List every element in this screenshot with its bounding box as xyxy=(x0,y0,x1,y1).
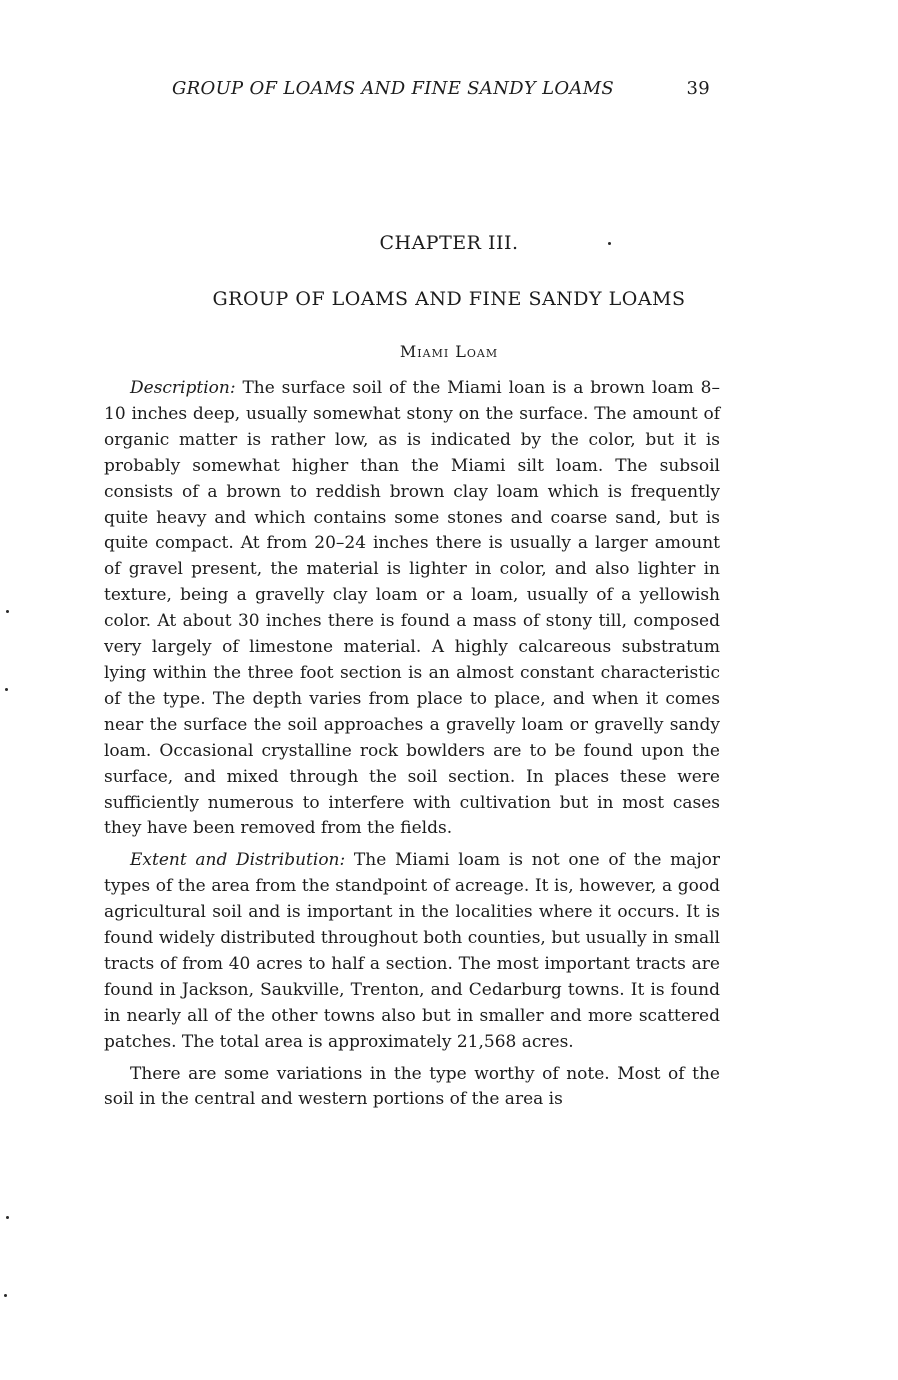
scan-speck xyxy=(608,242,611,245)
paragraph-lead: Extent and Distribution: xyxy=(130,850,346,871)
paragraph-description xyxy=(104,376,720,842)
body-text xyxy=(104,376,720,1119)
page-number: 39 xyxy=(686,78,710,99)
paragraph-variations xyxy=(104,1062,720,1114)
scan-speck xyxy=(6,1216,9,1219)
paragraph-lead: Description: xyxy=(130,378,236,398)
section-title: Miami Loam xyxy=(399,342,499,361)
chapter-title: GROUP OF LOAMS AND FINE SANDY LOAMS xyxy=(212,288,686,310)
paragraph-text: The surface soil of the Miami loan is a brown loam 8–10 inches deep, usually somewhat stony on the surface. The amount of organic matter is rather low, as is indicated by the color, but it is probably somewhat higher than the Miami silt loam. The subsoil consists of a brown to reddish brown clay loam which is frequently quite heavy and which contains some stones and coarse sand, but is quite compact. At from 20–24 inches there is usually a larger amount of gravel present, the material is lighter in color, and also lighter in texture, being a gravelly clay loam or a loam, usually of a yellowish color. At about 30 inches there is found a mass of stony till, composed very largely of limestone material. A highly calcareous substratum lying within the three foot section is an almost constant characteristic of the type. The depth varies from place to place, and when it comes near the surface the soil approaches a gravelly loam or gravelly sandy loam. Occasional crystalline rock bowlders are to be found upon the surface, and mixed through the soil section. In places these were sufficiently numerous to interfere with cultivation but in most cases they have been removed from the fields. xyxy=(104,378,720,839)
paragraph-text: The Miami loam is not one of the major types of the area from the standpoint of acreage. It is, however, a good agricultural soil and is important in the localities where it occurs. It is found widely distributed throughout both counties, but usually in small tracts of from 40 acres to half a section. The most important tracts are found in Jackson, Saukville, Trenton, and Cedarburg towns. It is found in nearly all of the other towns also but in smaller and more scattered patches. The total area is approximately 21,568 acres. xyxy=(104,850,721,1052)
scan-speck xyxy=(4,1294,7,1297)
scan-speck xyxy=(5,688,8,691)
running-head xyxy=(172,78,712,106)
chapter-number: CHAPTER III. xyxy=(379,232,519,254)
paragraph-text: There are some variations in the type worthy of note. Most of the soil in the central and western portions of the area is xyxy=(104,1063,720,1110)
paragraph-extent xyxy=(104,848,720,1055)
scan-speck xyxy=(6,610,9,613)
running-head-title: GROUP OF LOAMS AND FINE SANDY LOAMS xyxy=(172,78,615,99)
